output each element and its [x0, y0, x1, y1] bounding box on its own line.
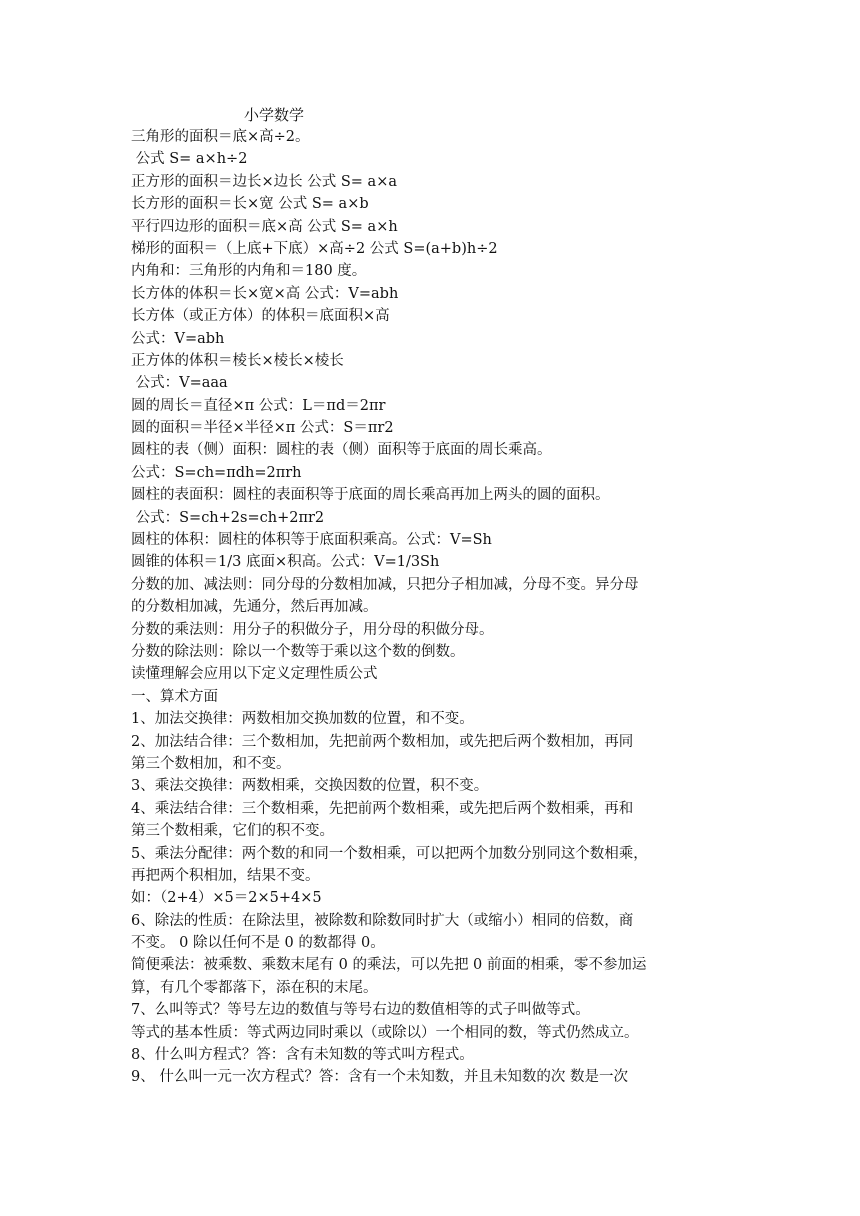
- text-line: 平行四边形的面积＝底×高 公式 S= a×h: [131, 218, 398, 235]
- text-line: 5、乘法分配律：两个数的和同一个数相乘，可以把两个加数分别同这个数相乘，: [131, 845, 648, 862]
- text-line: 读懂理解会应用以下定义定理性质公式: [131, 666, 378, 683]
- text-line: 圆柱的表面积：圆柱的表面积等于底面的周长乘高再加上两头的圆的面积。: [131, 487, 610, 504]
- text-line: 三角形的面积＝底×高÷2。: [131, 129, 310, 145]
- text-line: 正方体的体积＝棱长×棱长×棱长: [131, 352, 344, 369]
- text-line: 算，有几个零都落下，添在积的末尾。: [131, 979, 378, 996]
- text-line: 如：（2+4）×5＝2×5+4×5: [131, 890, 322, 907]
- text-line: 圆的面积＝半径×半径×π 公式：S＝πr2: [131, 420, 394, 437]
- text-line: 9、 什么叫一元一次方程式？答：含有一个未知数，并且未知数的次 数是一次: [131, 1069, 628, 1086]
- text-line: 简便乘法：被乘数、乘数末尾有 0 的乘法，可以先把 0 前面的相乘，零不参加运: [131, 957, 647, 974]
- text-line: 长方体的体积＝长×宽×高 公式：V=abh: [131, 285, 399, 302]
- text-line: 第三个数相加，和不变。: [131, 755, 291, 772]
- text-line: 内角和：三角形的内角和＝180 度。: [131, 263, 367, 280]
- text-line: 分数的乘法则：用分子的积做分子，用分母的积做分母。: [131, 621, 494, 638]
- text-line: 的分数相加减，先通分，然后再加减。: [131, 599, 378, 616]
- text-line: 圆柱的表（侧）面积：圆柱的表（侧）面积等于底面的周长乘高。: [131, 442, 552, 459]
- text-line: 7、么叫等式？等号左边的数值与等号右边的数值相等的式子叫做等式。: [131, 1002, 590, 1019]
- text-line: 正方形的面积＝边长×边长 公式 S= a×a: [131, 173, 397, 190]
- text-line: 6、除法的性质：在除法里，被除数和除数同时扩大（或缩小）相同的倍数，商: [131, 912, 634, 929]
- text-line: 公式：V=aaa: [131, 375, 228, 392]
- text-line: 分数的加、减法则：同分母的分数相加减，只把分子相加减，分母不变。异分母: [131, 576, 639, 593]
- text-line: 公式：S=ch=πdh=2πrh: [131, 464, 302, 481]
- text-line: 公式：V=abh: [131, 330, 225, 347]
- text-line: 第三个数相乘，它们的积不变。: [131, 823, 334, 840]
- text-line: 圆柱的体积：圆柱的体积等于底面积乘高。公式：V=Sh: [131, 532, 492, 549]
- text-line: 3、乘法交换律：两数相乘，交换因数的位置，积不变。: [131, 778, 489, 795]
- text-line: 公式：S=ch+2s=ch+2πr2: [131, 509, 325, 526]
- text-line: 长方体（或正方体）的体积＝底面积×高: [131, 308, 390, 325]
- section-heading: 一、算术方面: [131, 688, 218, 705]
- text-line: 2、加法结合律：三个数相加，先把前两个数相加，或先把后两个数相加，再同: [131, 733, 634, 750]
- text-line: 8、什么叫方程式？答：含有未知数的等式叫方程式。: [131, 1047, 474, 1064]
- text-line: 等式的基本性质：等式两边同时乘以（或除以）一个相同的数，等式仍然成立。: [131, 1024, 639, 1041]
- text-line: 4、乘法结合律：三个数相乘，先把前两个数相乘，或先把后两个数相乘，再和: [131, 800, 634, 817]
- text-line: 再把两个积相加，结果不变。: [131, 867, 320, 884]
- text-line: 分数的除法则：除以一个数等于乘以这个数的倒数。: [131, 643, 465, 660]
- text-line: 梯形的面积＝（上底+下底）×高÷2 公式 S=(a+b)h÷2: [131, 240, 498, 257]
- text-line: 1、加法交换律：两数相加交换加数的位置，和不变。: [131, 711, 474, 728]
- text-line: 圆锥的体积＝1/3 底面×积高。公式：V=1/3Sh: [131, 554, 440, 571]
- text-line: 不变。 0 除以任何不是 0 的数都得 0。: [131, 935, 385, 952]
- text-line: 圆的周长＝直径×π 公式：L＝πd＝2πr: [131, 397, 386, 414]
- document-body: [131, 126, 731, 1089]
- text-line: 公式 S= a×h÷2: [131, 151, 248, 168]
- document-title: 小学数学: [244, 106, 305, 124]
- text-line: 长方形的面积＝长×宽 公式 S= a×b: [131, 196, 369, 213]
